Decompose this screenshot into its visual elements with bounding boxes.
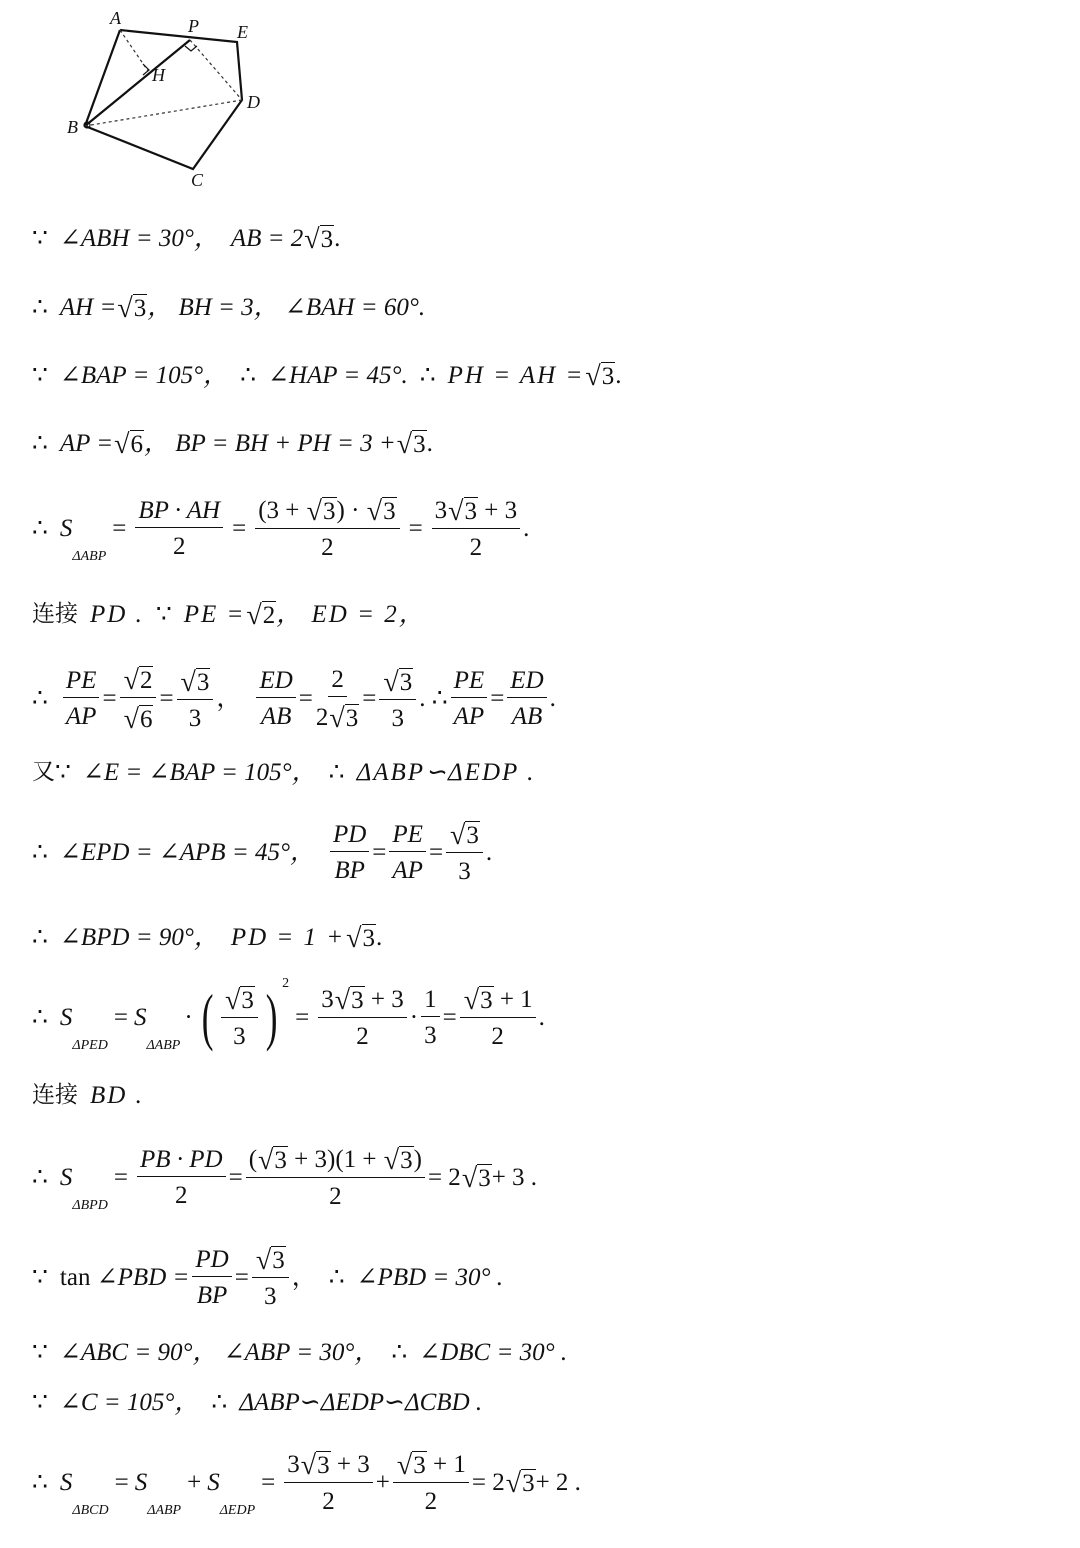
sqrt: √ 3 bbox=[304, 224, 334, 255]
fraction: √ 3 + 1 2 bbox=[393, 1450, 469, 1514]
sqrt: √ 3 bbox=[396, 429, 426, 460]
label-E: E bbox=[237, 22, 248, 42]
sqrt: √ 6 bbox=[114, 429, 143, 460]
because-symbol: ∵ bbox=[32, 224, 48, 252]
therefore-symbol: ∴ bbox=[32, 293, 48, 321]
fraction: 2 2 √ 3 bbox=[315, 665, 359, 734]
fraction: 3 √ 3 + 3 2 bbox=[432, 496, 520, 560]
solution-line-9: ∴ ∠EPD = ∠APB = 45°， PD BP = PE AP = √ 3 3 . bbox=[32, 820, 493, 885]
label-C: C bbox=[191, 170, 204, 190]
fraction: ED AB bbox=[256, 668, 295, 729]
fraction: √ 3 3 bbox=[177, 667, 214, 731]
solution-line-1: ∵ ∠ABH = 30°， AB = 2 √ 3 . bbox=[32, 224, 341, 255]
solution-line-3: ∵ ∠BAP = 105°， ∴ ∠HAP = 45°. ∴ PH = AH = √ 3 . bbox=[32, 361, 622, 392]
sqrt: √ 3 bbox=[117, 293, 147, 324]
solution-line-4: ∴ AP = √ 6 ， BP = BH + PH = 3 + √ 3 . bbox=[32, 429, 433, 460]
segment-PD bbox=[190, 40, 242, 100]
fraction: $\frac{PB \cdot PD}{2}$ bbox=[137, 1147, 226, 1208]
sqrt: √ 2 bbox=[246, 600, 276, 631]
fraction: ( √ 3 + 3)(1 + √ 3 ) 2 bbox=[246, 1145, 425, 1209]
solution-line-10: ∴ ∠BPD = 90°， PD = 1 + √ 3 . bbox=[32, 923, 383, 954]
fraction: 3 √ 3 + 3 2 bbox=[318, 985, 406, 1049]
pentagon-outline bbox=[85, 30, 242, 169]
label-A: A bbox=[110, 8, 121, 28]
fraction: PE AP bbox=[389, 822, 426, 883]
fraction: 1 3 bbox=[421, 987, 440, 1048]
fraction: 3 √ 3 + 3 2 bbox=[284, 1450, 372, 1514]
fraction: PE AP bbox=[451, 668, 488, 729]
solution-line-8: 又 ∵ ∠E = ∠BAP = 105°， ∴ ΔABP∽ΔEDP . bbox=[32, 759, 536, 786]
fraction: √ 3 + 1 2 bbox=[460, 985, 536, 1049]
solution-line-11: ∴ S ΔPED = S ΔABP · ( √ 3 3 ) 2 = 3 √ 3 + 3 2 · 1 3 = √ 3 + 1 2 . bbox=[32, 976, 545, 1053]
solution-line-7: ∴ PE AP = √ 2 √ 6 = √ 3 3 ， ED AB = 2 2 √ 3 = √ 3 3 . ∴ PE AP = ED AB . bbox=[32, 665, 556, 735]
geometry-figure bbox=[60, 8, 280, 193]
label-P: P bbox=[188, 16, 199, 36]
right-angle-mark-P bbox=[185, 46, 197, 51]
fraction: PE AP bbox=[63, 668, 100, 729]
fraction: √ 3 3 bbox=[221, 985, 258, 1049]
solution-line-5: ∴ S ΔABP = $\frac{BP \cdot AH}{2}$ = (3 + √ 3 ) · √ 3 2 = 3 √ 3 + 3 2 . bbox=[32, 496, 530, 564]
solution-line-16: ∵ ∠C = 105°， ∴ ΔABP∽ΔEDP∽ΔCBD . bbox=[32, 1389, 483, 1416]
fraction: √ 2 √ 6 bbox=[120, 665, 157, 732]
solution-line-12: 连接 BD . bbox=[32, 1082, 144, 1109]
label-D: D bbox=[247, 92, 260, 112]
sqrt: √ 3 bbox=[585, 361, 615, 392]
fraction: √ 3 3 bbox=[379, 667, 416, 731]
label-B: B bbox=[67, 117, 78, 137]
sqrt: √ 3 bbox=[346, 923, 376, 954]
fraction: (3 + √ 3 ) · √ 3 2 bbox=[255, 496, 399, 560]
fraction: √ 3 3 bbox=[446, 820, 483, 884]
fraction: PD BP bbox=[330, 822, 369, 883]
solution-line-2: ∴ AH = √ 3 ， BH = 3， ∠BAH = 60°. bbox=[32, 293, 426, 324]
label-H: H bbox=[152, 65, 165, 85]
fraction: √ 3 3 bbox=[252, 1245, 289, 1309]
angle-abh: ∠ABH = 30°， bbox=[59, 224, 219, 252]
solution-line-6: 连接 PD . ∵ PE = √ 2 ， ED = 2， bbox=[32, 600, 426, 631]
fraction: $\frac{PD}{BP}$ bbox=[192, 1247, 231, 1308]
fraction: ED AB bbox=[507, 668, 546, 729]
segment-BD bbox=[85, 100, 242, 126]
solution-line-15: ∵ ∠ABC = 90°， ∠ABP = 30°， ∴ ∠DBC = 30° . bbox=[32, 1339, 568, 1366]
solution-line-17: ∴ S ΔBCD = S ΔABP + S ΔEDP = 3 √ 3 + 3 2 + √ 3 + 1 2 = 2 √ 3 + 2 . bbox=[32, 1450, 581, 1518]
solution-line-13: ∴ S ΔBPD = $\frac{PB \cdot PD}{2}$ = ( √ 3 + 3)(1 + √ 3 ) 2 = 2 √ 3 + 3 . bbox=[32, 1145, 538, 1213]
solution-line-14: ∵ tan ∠PBD = $\frac{PD}{BP}$ = √ 3 3 ， ∴ ∠PBD = 30° . bbox=[32, 1245, 504, 1310]
fraction: $\frac{BP \cdot AH}{2}$ bbox=[135, 498, 223, 559]
ab-value: AB = 2 bbox=[230, 224, 304, 252]
